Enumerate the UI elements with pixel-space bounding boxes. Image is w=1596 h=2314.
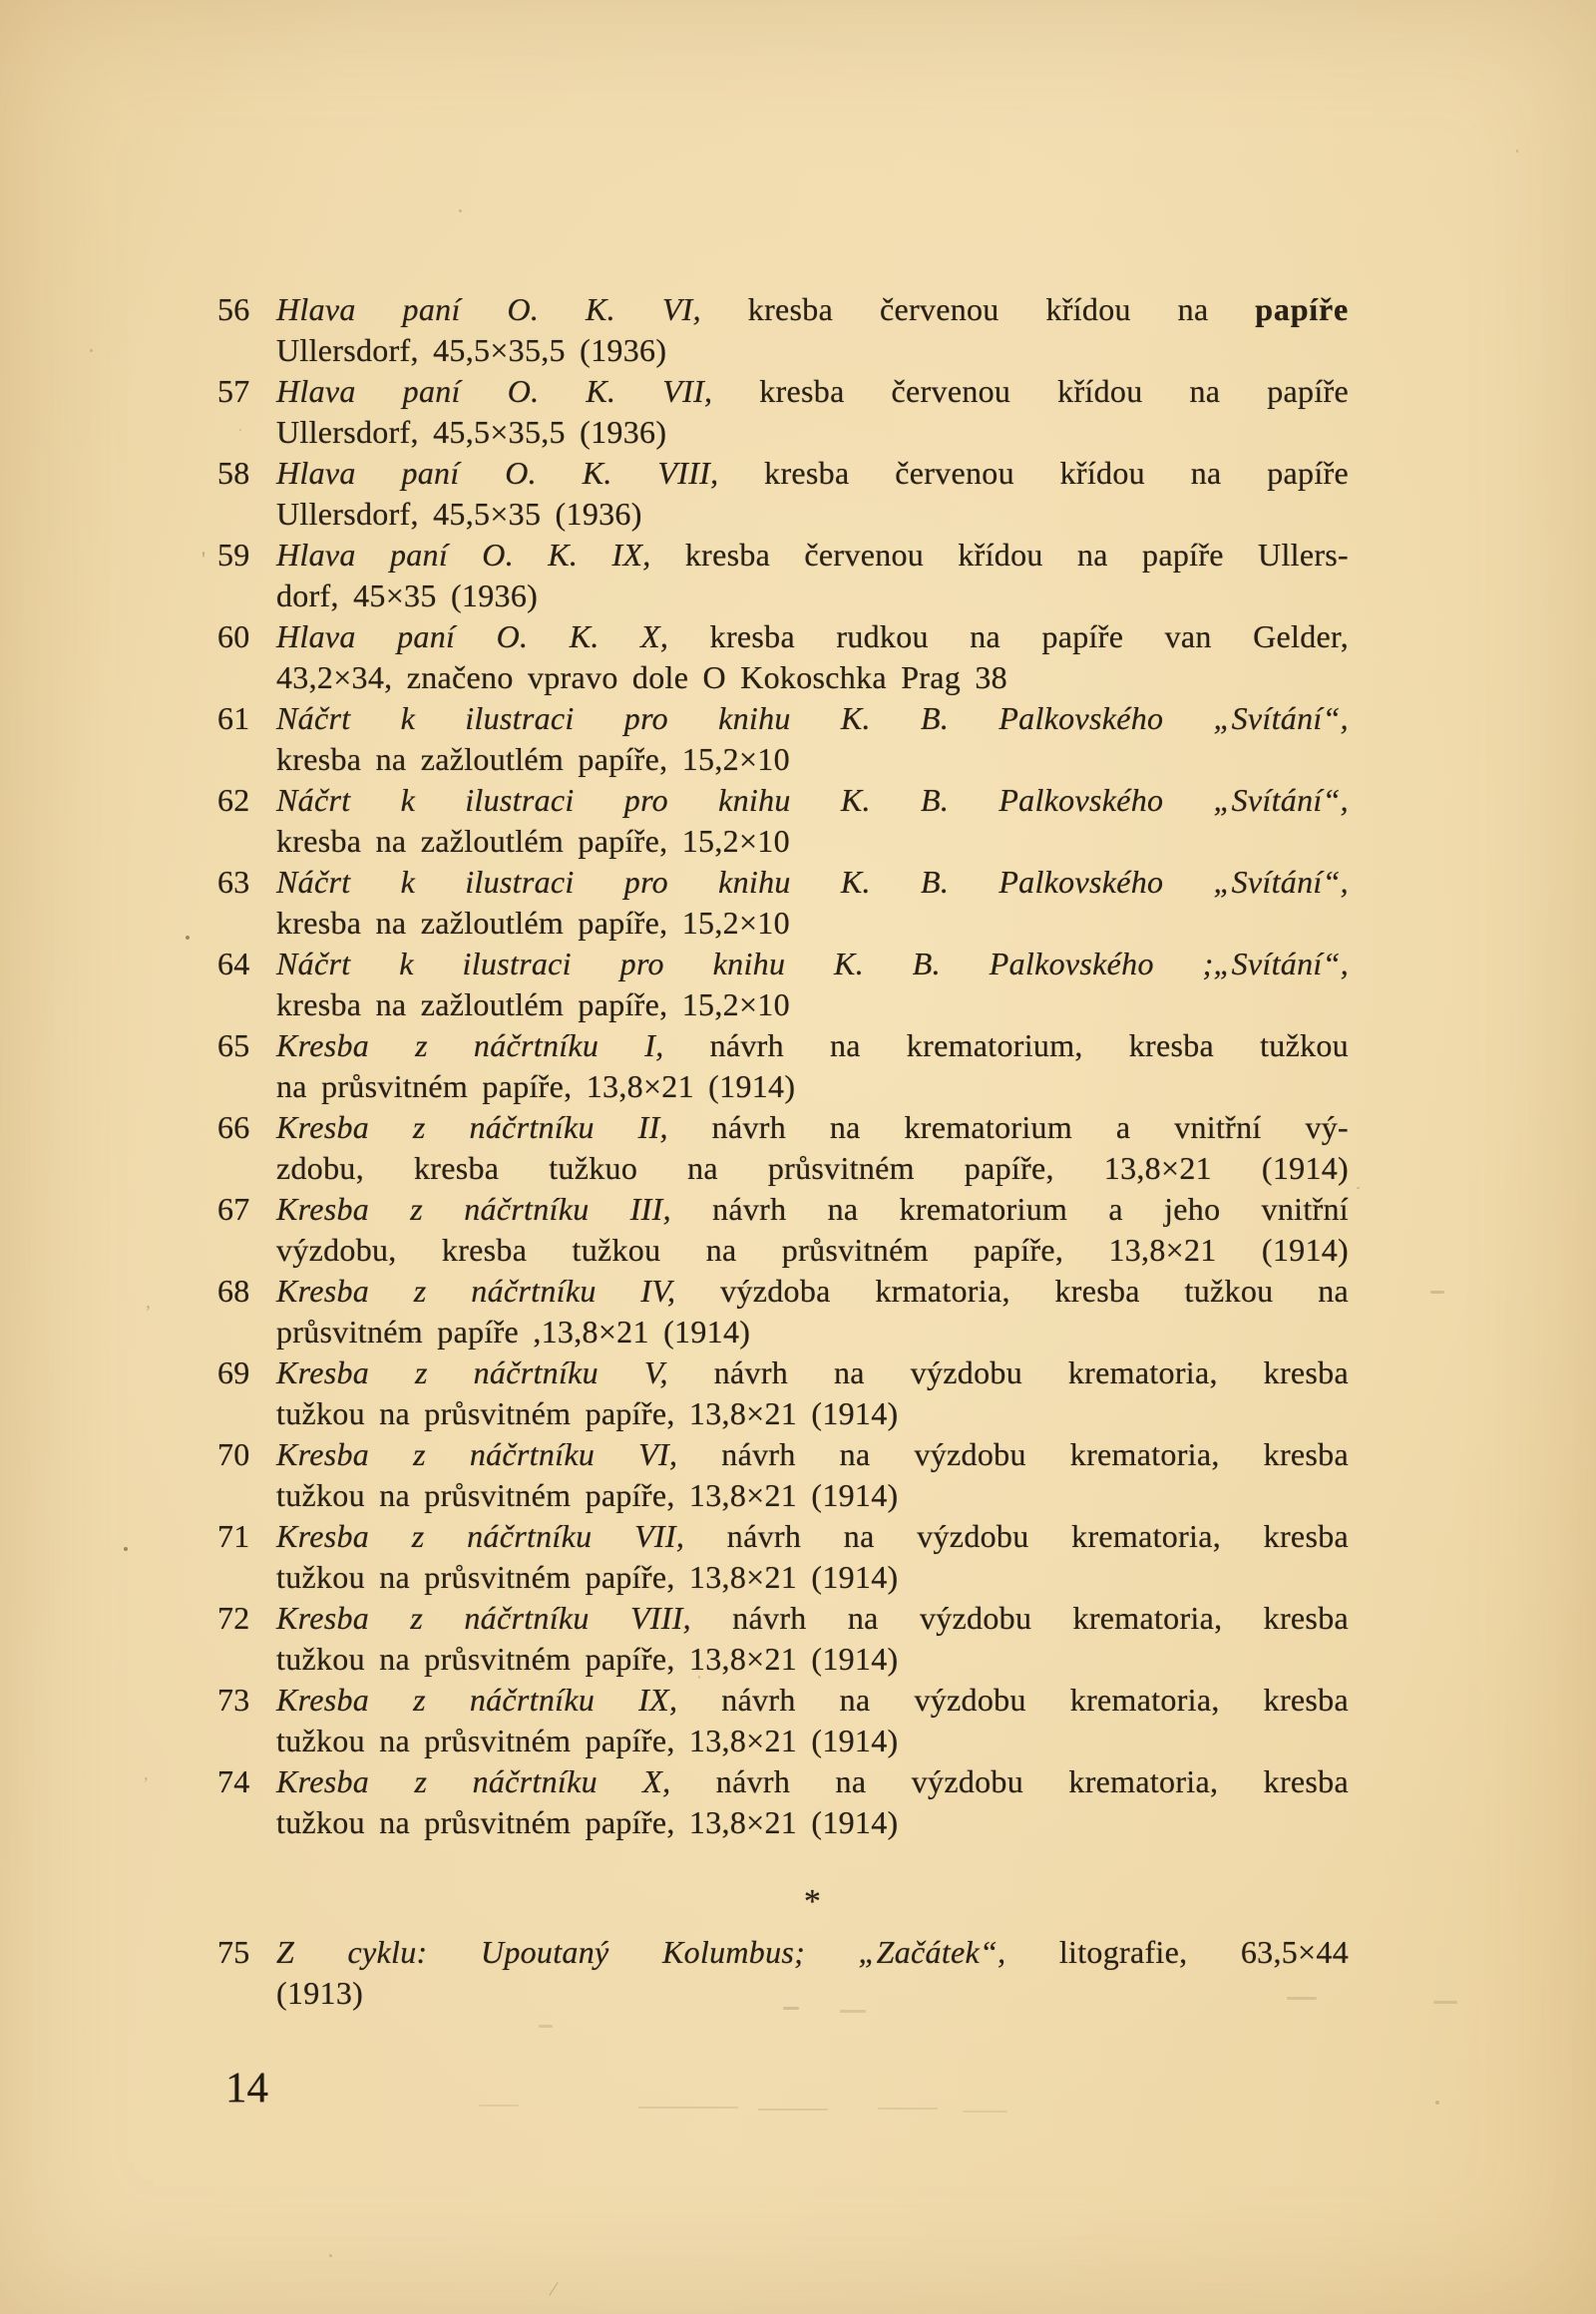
text-run-roman: kresba rudkou na papíře van Gelder,: [668, 618, 1349, 654]
entry-number: 56: [217, 291, 250, 327]
entry-number: 61: [217, 700, 250, 736]
page-number: 14: [225, 2065, 268, 2112]
scan-artifact: [1433, 2001, 1457, 2004]
entry-text: [276, 371, 1349, 453]
entry-number: 66: [217, 1109, 250, 1145]
entry-text: [276, 1680, 1349, 1761]
text-run-italic: Náčrt k ilustraci pro knihu K. B. Palkovského „Svítání“,: [276, 864, 1349, 900]
entry-line: [276, 1516, 1349, 1557]
entry-text: [276, 1598, 1349, 1680]
text-run-italic: Z cyklu: Upoutaný Kolumbus; „Začátek“,: [276, 1934, 1006, 1970]
text-run-italic: Náčrt k ilustraci pro knihu K. B. Palkovského „Svítání“,: [276, 700, 1349, 736]
text-run-italic: Kresba z náčrtníku III,: [276, 1191, 671, 1227]
text-run-roman: návrh na krematorium a jeho vnitřní: [670, 1191, 1349, 1227]
text-run-roman: průsvitném papíře ,13,8×21 (1914): [276, 1314, 751, 1350]
scan-artifact: [539, 2025, 553, 2028]
entry-number: 67: [217, 1191, 250, 1227]
catalog-entry: [217, 944, 1349, 1025]
entry-list-last: [217, 1932, 1349, 2014]
entry-line: [276, 1973, 1349, 2014]
entry-line: [276, 1352, 1349, 1393]
entry-text: [276, 616, 1349, 698]
entry-text: [276, 1189, 1349, 1271]
catalog-entry: [217, 1932, 1349, 2014]
text-run-roman: na průsvitném papíře, 13,8×21 (1914): [276, 1068, 796, 1104]
text-run-italic: Kresba z náčrtníku V,: [276, 1354, 668, 1390]
entry-number: 72: [217, 1600, 250, 1636]
entry-number: 62: [217, 782, 250, 818]
text-run-roman: návrh na výzdobu krematoria, kresba: [677, 1682, 1349, 1718]
text-run-italic: Kresba z náčrtníku X,: [276, 1763, 671, 1799]
catalog-entry: [217, 616, 1349, 698]
catalog-entry: [217, 1761, 1349, 1843]
text-run-roman: kresba na zažloutlém papíře, 15,2×10: [276, 741, 790, 777]
entry-line: [276, 1148, 1349, 1189]
text-run-roman: tužkou na průsvitném papíře, 13,8×21 (1914): [276, 1559, 899, 1595]
scan-artifact: [963, 2111, 1007, 2113]
entry-text: [276, 780, 1349, 862]
entry-line: [276, 1475, 1349, 1516]
entry-text: [276, 1025, 1349, 1107]
catalog-entry: [217, 535, 1349, 616]
entry-line: [276, 1312, 1349, 1352]
text-run-italic: Náčrt k ilustraci pro knihu K. B. Palkovského „Svítání“,: [276, 782, 1349, 818]
entry-number: 58: [217, 455, 250, 491]
text-run-roman: kresba na zažloutlém papíře, 15,2×10: [276, 986, 790, 1022]
text-run-roman: tužkou na průsvitném papíře, 13,8×21 (1914): [276, 1641, 899, 1677]
scan-artifact: [479, 2105, 519, 2107]
catalog-entry: [217, 698, 1349, 780]
text-run-roman: tužkou na průsvitném papíře, 13,8×21 (1914): [276, 1804, 899, 1840]
entry-line: [276, 616, 1349, 657]
text-run-italic: Hlava paní O. K. IX,: [276, 537, 651, 573]
text-run-roman: dorf, 45×35 (1936): [276, 578, 539, 613]
text-run-roman: Ullersdorf, 45,5×35,5 (1936): [276, 414, 667, 450]
entry-number: 75: [217, 1934, 250, 1970]
entry-line: [276, 535, 1349, 576]
entry-line: [276, 1107, 1349, 1148]
entry-number: 69: [217, 1354, 250, 1390]
text-run-roman: kresba červenou křídou na: [700, 291, 1256, 327]
catalog-entry: [217, 1025, 1349, 1107]
text-run-roman: kresba červenou křídou na papíře: [718, 455, 1349, 491]
entry-text: [276, 1271, 1349, 1352]
entry-line: [276, 944, 1349, 984]
entry-text: [276, 535, 1349, 616]
entry-text: [276, 944, 1349, 1025]
entry-list: [217, 289, 1349, 1843]
entry-line: [276, 739, 1349, 780]
entry-text: [276, 1516, 1349, 1598]
entry-text: [276, 862, 1349, 944]
entry-text: [276, 1352, 1349, 1434]
entry-line: [276, 1802, 1349, 1843]
entry-line: [276, 1066, 1349, 1107]
catalog-entry: [217, 1189, 1349, 1271]
text-run-roman: litografie, 63,5×44: [1005, 1934, 1350, 1970]
catalog-entry: [217, 371, 1349, 453]
text-run-roman: tužkou na průsvitném papíře, 13,8×21 (1914): [276, 1723, 899, 1758]
entry-number: 59: [217, 537, 250, 573]
entry-line: [276, 330, 1349, 371]
scan-artifact: ,: [144, 1763, 149, 1783]
entry-number: 74: [217, 1763, 250, 1799]
text-run-roman: zdobu, kresba tužkuo na průsvitném papíře, 13,8×21 (1914): [276, 1150, 1349, 1186]
text-run-italic: Kresba z náčrtníku VII,: [276, 1518, 685, 1554]
entry-line: [276, 780, 1349, 821]
entry-number: 57: [217, 373, 250, 409]
catalog-entry: [217, 1598, 1349, 1680]
entry-text: [276, 1434, 1349, 1516]
entry-line: [276, 453, 1349, 494]
scan-artifact: [186, 936, 190, 940]
text-run-italic: Hlava paní O. K. VII,: [276, 373, 713, 409]
text-run-roman: výzdobu, kresba tužkou na průsvitném papíře, 13,8×21 (1914): [276, 1232, 1349, 1268]
entry-line: [276, 1393, 1349, 1434]
text-run-roman: tužkou na průsvitném papíře, 13,8×21 (1914): [276, 1395, 899, 1431]
catalog-entry: [217, 1352, 1349, 1434]
catalog-entry: [217, 1107, 1349, 1189]
catalog-entry: [217, 289, 1349, 371]
scan-artifact: /: [548, 2275, 561, 2302]
entry-number: 64: [217, 946, 250, 981]
entry-line: [276, 1680, 1349, 1721]
scan-artifact: [638, 2107, 738, 2109]
text-run-roman: výzdoba krmatoria, kresba tužkou na: [675, 1273, 1349, 1309]
catalog-entry: [217, 1516, 1349, 1598]
scan-artifact: ,: [146, 1291, 151, 1313]
text-run-roman: návrh na krematorium a vnitřní vý-: [667, 1109, 1349, 1145]
entry-line: [276, 1639, 1349, 1680]
entry-line: [276, 1761, 1349, 1802]
entry-text: [276, 1932, 1349, 2014]
text-run-italic: Náčrt k ilustraci pro knihu K. B. Palkovského ;„Svítání“,: [276, 946, 1349, 981]
entry-line: [276, 1271, 1349, 1312]
text-run-roman: návrh na výzdobu krematoria, kresba: [677, 1436, 1349, 1472]
catalog-entry: [217, 1271, 1349, 1352]
text-run-italic: Kresba z náčrtníku IV,: [276, 1273, 676, 1309]
entry-line: [276, 1932, 1349, 1973]
entry-line: [276, 1434, 1349, 1475]
entry-line: [276, 698, 1349, 739]
text-run-italic: Hlava paní O. K. VI,: [276, 291, 701, 327]
text-run-italic: Kresba z náčrtníku VIII,: [276, 1600, 691, 1636]
entry-number: 63: [217, 864, 250, 900]
entry-line: [276, 657, 1349, 698]
entry-line: [276, 412, 1349, 453]
entry-line: [276, 289, 1349, 330]
entry-line: [276, 984, 1349, 1025]
entry-line: [276, 1230, 1349, 1271]
text-run-roman: kresba na zažloutlém papíře, 15,2×10: [276, 905, 790, 941]
entry-number: 65: [217, 1027, 250, 1063]
entry-text: [276, 1107, 1349, 1189]
entry-line: [276, 1598, 1349, 1639]
catalog-entry-list: [217, 289, 1349, 2014]
text-run-roman: 43,2×34, značeno vpravo dole O Kokoschka Prag 38: [276, 659, 1007, 695]
text-run-roman: Ullersdorf, 45,5×35 (1936): [276, 496, 642, 532]
text-run-roman: kresba červenou křídou na papíře Ullers-: [650, 537, 1349, 573]
entry-line: [276, 862, 1349, 903]
catalog-entry: [217, 453, 1349, 535]
entry-number: 60: [217, 618, 250, 654]
entry-number: 71: [217, 1518, 250, 1554]
scan-artifact: [878, 2108, 938, 2110]
catalog-entry: [217, 862, 1349, 944]
entry-text: [276, 453, 1349, 535]
entry-line: [276, 494, 1349, 535]
text-run-roman: návrh na výzdobu krematoria, kresba: [670, 1763, 1349, 1799]
scan-artifact: ': [201, 547, 205, 572]
entry-line: [276, 821, 1349, 862]
entry-number: 70: [217, 1436, 250, 1472]
entry-line: [276, 1189, 1349, 1230]
catalog-entry: [217, 780, 1349, 862]
text-run-roman: kresba červenou křídou na papíře: [712, 373, 1349, 409]
text-run-italic: Kresba z náčrtníku IX,: [276, 1682, 678, 1718]
entry-text: [276, 1761, 1349, 1843]
catalog-entry: [217, 1680, 1349, 1761]
scan-artifact: [758, 2109, 828, 2111]
entry-number: 73: [217, 1682, 250, 1718]
entry-text: [276, 289, 1349, 371]
text-run-roman: tužkou na průsvitném papíře, 13,8×21 (1914): [276, 1477, 899, 1513]
scan-artifact: [124, 1547, 128, 1551]
text-run-italic: Hlava paní O. K. X,: [276, 618, 669, 654]
entry-line: [276, 1721, 1349, 1761]
text-run-bold: papíře: [1255, 291, 1349, 327]
entry-text: [276, 698, 1349, 780]
catalog-entry: [217, 1434, 1349, 1516]
scan-artifact: [1430, 1291, 1444, 1294]
entry-line: [276, 1025, 1349, 1066]
text-run-italic: Kresba z náčrtníku VI,: [276, 1436, 678, 1472]
text-run-italic: Hlava paní O. K. VIII,: [276, 455, 719, 491]
entry-line: [276, 576, 1349, 616]
text-run-roman: návrh na krematorium, kresba tužkou: [663, 1027, 1349, 1063]
text-run-roman: návrh na výzdobu krematoria, kresba: [684, 1518, 1349, 1554]
entry-line: [276, 371, 1349, 412]
entry-number: 68: [217, 1273, 250, 1309]
text-run-roman: návrh na výzdobu krematoria, kresba: [667, 1354, 1349, 1390]
text-run-roman: kresba na zažloutlém papíře, 15,2×10: [276, 823, 790, 859]
entry-line: [276, 903, 1349, 944]
text-run-italic: Kresba z náčrtníku II,: [276, 1109, 668, 1145]
text-run-roman: návrh na výzdobu krematoria, kresba: [690, 1600, 1349, 1636]
text-run-italic: Kresba z náčrtníku I,: [276, 1027, 664, 1063]
text-run-roman: Ullersdorf, 45,5×35,5 (1936): [276, 332, 667, 368]
section-separator-asterisk: *: [803, 1883, 822, 1920]
text-run-roman: (1913): [276, 1975, 364, 2011]
entry-line: [276, 1557, 1349, 1598]
